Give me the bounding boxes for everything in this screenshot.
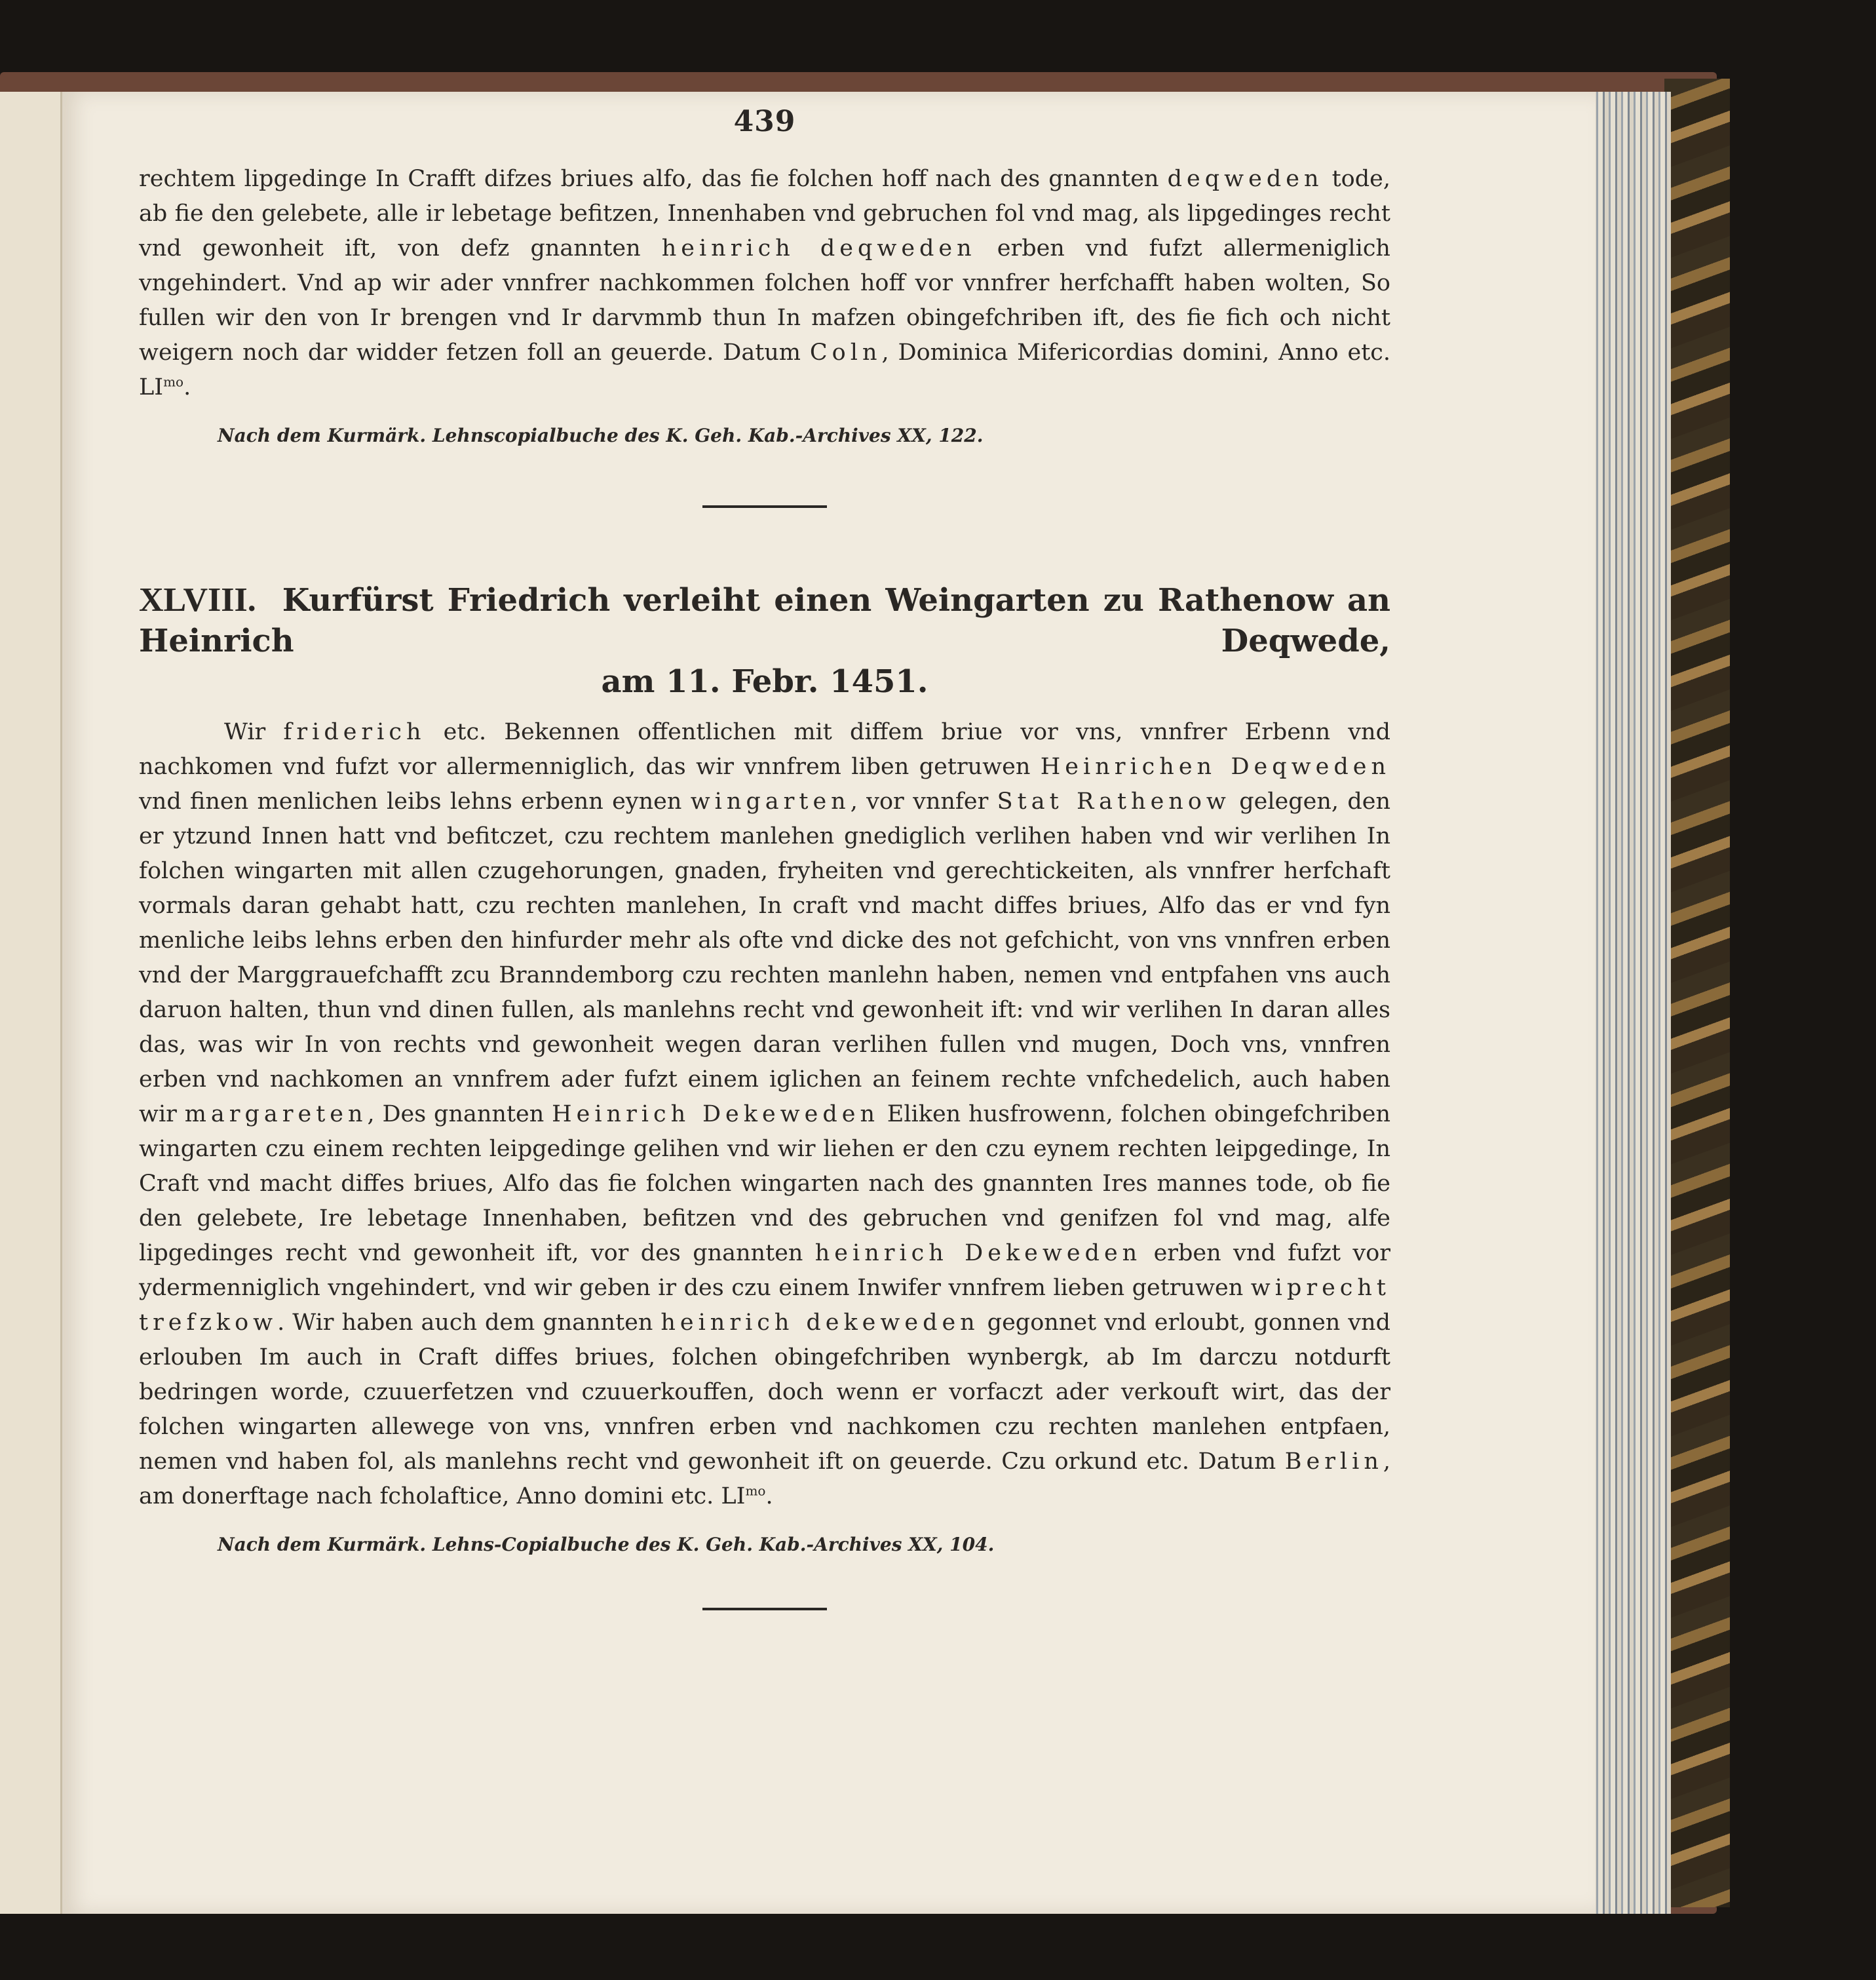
document-title-line1: Kurfürst Friedrich verleiht einen Weingarten zu Rathenow an Heinrich Deqwede,: [139, 582, 1390, 659]
facing-page-edge: [0, 92, 62, 1914]
document-heading: [139, 580, 1390, 702]
marbled-cover-edge: [1664, 79, 1730, 1907]
document-source-note: Nach dem Kurmärk. Lehns-Copialbuche des K. Geh. Kab.-Archives XX, 104.: [218, 1534, 995, 1555]
page-block-edges: [1592, 92, 1671, 1914]
document-title-line2: am 11. Febr. 1451.: [601, 663, 928, 700]
page-content: [139, 105, 1390, 1682]
continuation-source-note: Nach dem Kurmärk. Lehnscopialbuche des K. Geh. Kab.-Archives XX, 122.: [218, 425, 984, 446]
document-body: Wir friderich etc. Bekennen offentlichen mit diffem briue vor vns, vnnfrer Erbenn vnd nachkomen vnd fufzt vor allermenniglich, das wir vnnfrem liben getruwen Heinrichen Deqweden vnd finen menlichen leibs lehns erbenn eynen wingarten, vor vnnfer Stat Rathenow gelegen, den er ytzund Innen hatt vnd befitczet, czu rechtem manlehen gnediglich verlihen haben vnd wir verlihen In folchen wingarten mit allen czugehorungen, gnaden, fryheiten vnd gerechtickeiten, als vnnfrer herfchaft vormals daran gehabt hatt, czu rechten manlehen, In craft vnd macht diffes briues, Alfo das er vnd fyn menliche leibs lehns erben den hinfurder mehr als ofte vnd dicke des not gefchicht, von vns vnnfren erben vnd der Marggrauefchafft zcu Branndemborg czu rechten manlehn haben, nemen vnd entpfahen vns auch daruon halten, thun vnd dinen fullen, als manlehns recht vnd gewonheit ift: vnd wir verlihen In daran alles das, was wir In von rechts vnd gewonheit wegen daran verlihen fullen vnd mugen, Doch vns, vnnfren erben vnd nachkomen an vnnfrem ader fufzt einem iglichen an feinem rechte vnfchedelich, auch haben wir margareten, Des gnannten Heinrich Dekeweden Eliken husfrowenn, folchen obingefchriben wingarten czu einem rechten leipgedinge gelihen vnd wir liehen er den czu eynem rechten leipgedinge, In Craft vnd macht diffes briues, Alfo das fie folchen wingarten nach des gnannten Ires mannes tode, ob fie den gelebete, Ire lebetage Innenhaben, befitzen vnd des gebruchen vnd genifzen fol vnd mag, alfe lipgedinges recht vnd gewonheit ift, vor des gnannten heinrich Dekeweden erben vnd fufzt vor ydermenniglich vngehindert, vnd wir geben ir des czu einem Inwifer vnnfrem lieben getruwen wiprecht trefzkow. Wir haben auch dem gnannten heinrich dekeweden gegonnet vnd erloubt, gonnen vnd erlouben Im auch in Craft diffes briues, folchen obingefchriben wynbergk, ab Im darczu notdurft bedringen worde, czuuerfetzen vnd czuuerkouffen, doch wenn er vorfaczt ader verkouft wirt, das der folchen wingarten allewege von vns, vnnfren erben vnd nachkomen czu rechten manlehen entpfaen, nemen vnd haben fol, als manlehns recht vnd gewonheit ift on geuerde. Czu orkund etc. Datum Berlin, am donerftage nach fcholaftice, Anno domini etc. $LI^{mo}$.: [139, 719, 1390, 1509]
continuation-paragraph: rechtem lipgedinge In Crafft difzes briues alfo, das fie folchen hoff nach des gnannten deqweden tode, ab fie den gelebete, alle ir lebetage befitzen, Innenhaben vnd gebruchen fol vnd mag, als lipgedinges recht vnd gewonheit ift, von defz gnannten heinrich deqweden erben vnd fufzt allermeniglich vngehindert. Vnd ap wir ader vnnfrer nachkommen folchen hoff vor vnnfrer herfchafft haben wolten, So fullen wir den von Ir brengen vnd Ir darvmmb thun In mafzen obingefchriben ift, des fie fich och nicht weigern noch dar widder fetzen foll an geuerde. Datum Coln, Dominica Mifericordias domini, Anno etc. $LI^{mo}$.: [139, 166, 1390, 400]
page-number: 439: [733, 105, 796, 138]
section-divider: [702, 505, 827, 508]
document-number: XLVIII.: [139, 581, 256, 619]
section-divider-bottom: [702, 1608, 827, 1610]
